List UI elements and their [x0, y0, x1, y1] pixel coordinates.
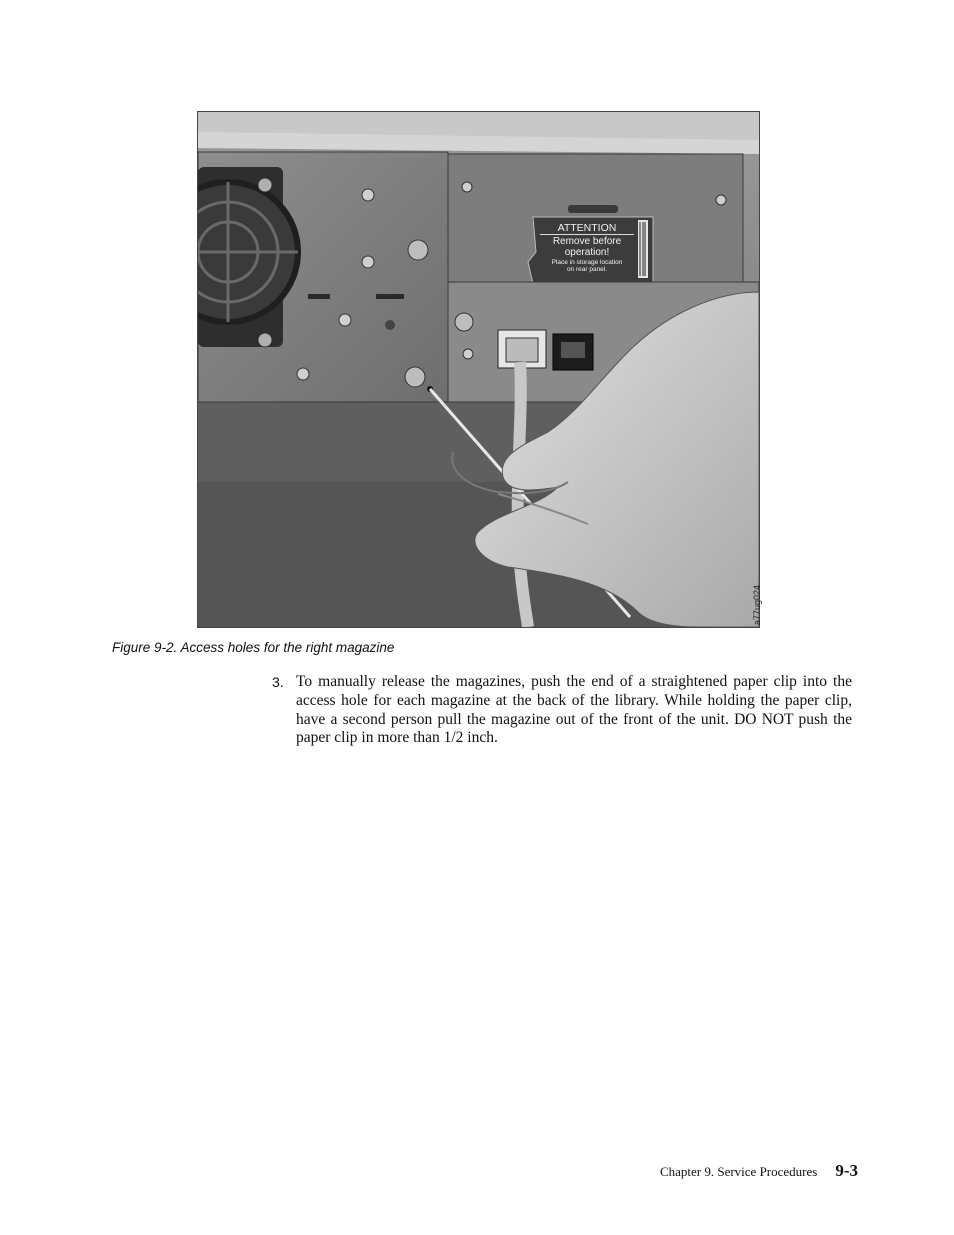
attention-label-line4: on rear panel. [566, 265, 608, 273]
step-text: To manually release the magazines, push the end of a straightened paper clip into the access hole for each magazine at the back of the library. While holding the paper clip, have a second person pull the magazine out of the front of the unit. DO NOT push the paper clip in more than 1/2 inch. [296, 673, 852, 747]
attention-label-line1: Remove before [552, 236, 622, 248]
attention-label [536, 223, 638, 274]
attention-label-line3: Place in storage location [551, 259, 623, 267]
step-number: 3. [272, 674, 284, 690]
attention-label-title: ATTENTION [540, 223, 634, 235]
page-number: 9-3 [835, 1161, 858, 1180]
figure-image-id: a77ug024 [752, 584, 762, 625]
figure-caption: Figure 9-2. Access holes for the right magazine [112, 640, 395, 655]
page-footer [660, 1161, 858, 1181]
footer-chapter: Chapter 9. Service Procedures [659, 1164, 818, 1179]
attention-label-line2: operation! [564, 246, 610, 258]
figure-photo [197, 111, 760, 628]
